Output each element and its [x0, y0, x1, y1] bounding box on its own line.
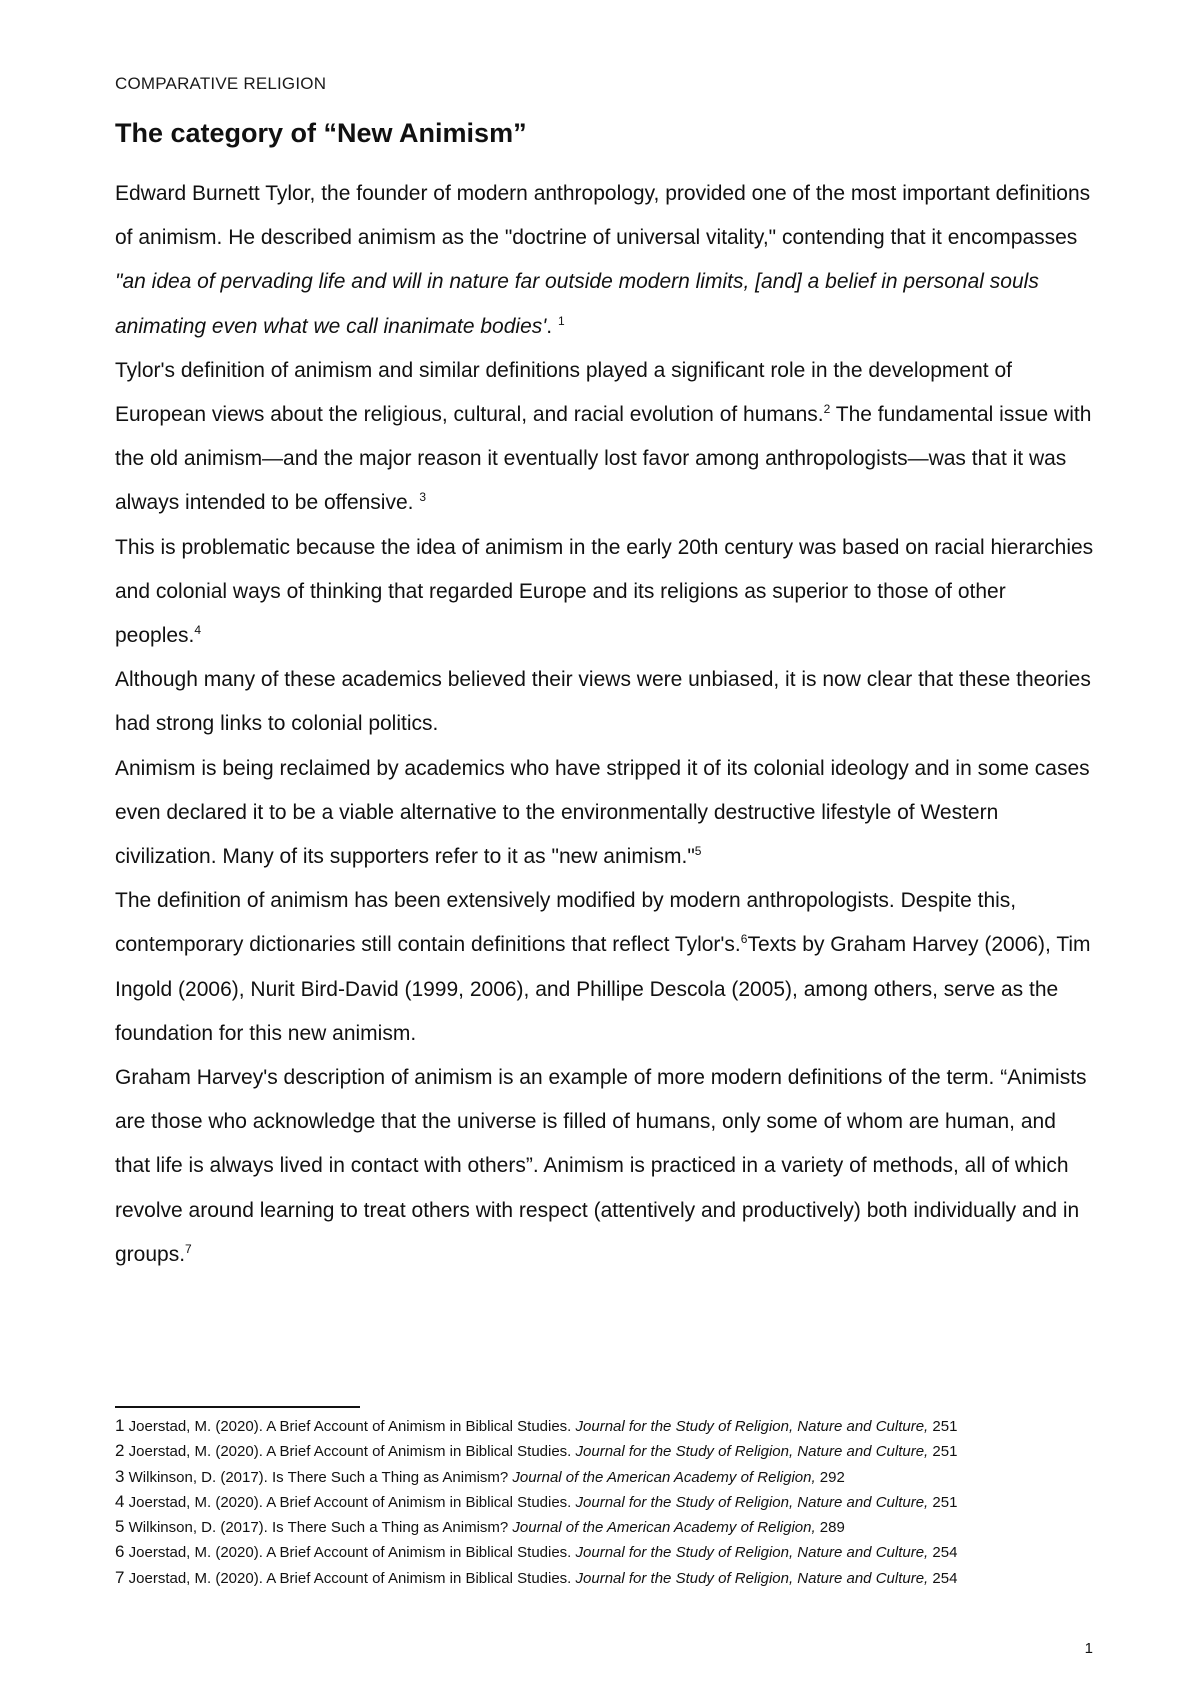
footnote-ref[interactable]: 2	[823, 402, 831, 417]
footnote-journal: Journal for the Study of Religion, Nature and Culture,	[575, 1443, 929, 1461]
footnote-journal: Journal of the American Academy of Religion,	[512, 1519, 816, 1537]
paragraph-text: The fundamental issue with the old animism—and the major reason it eventually lost favor among anthropologists—was that it was always intended to be offensive.	[115, 403, 1092, 515]
footnote-ref[interactable]: 3	[419, 490, 427, 505]
footnote-page: 251	[928, 1493, 958, 1511]
footnote-ref[interactable]: 4	[194, 623, 202, 638]
footnote-4	[115, 1490, 1115, 1515]
footnote-number: 6	[115, 1542, 125, 1562]
footnote-2	[115, 1439, 1115, 1464]
footnote-page: 289	[815, 1519, 845, 1537]
footnote-5	[115, 1515, 1115, 1540]
footnote-number: 7	[115, 1567, 125, 1587]
quoted-text: "an idea of pervading life and will in nature far outside modern limits, [and] a belief in personal souls animating even what we call inanimate bodies'	[115, 270, 1039, 338]
footnote-number: 1	[115, 1416, 125, 1435]
page-number: 1	[1084, 1640, 1093, 1657]
footnote-text: Joerstad, M. (2020). A Brief Account of Animism in Biblical Studies.	[124, 1569, 576, 1587]
body-text	[115, 172, 1095, 1277]
paragraph-text: This is problematic because the idea of animism in the early 20th century was based on racial hierarchies and colonial ways of thinking that regarded Europe and its religions as superior to those of other peoples.	[115, 535, 1094, 648]
paragraph-2	[115, 349, 1095, 526]
paragraph-text: Graham Harvey's description of animism is an example of more modern definitions of the term. “Animists are those who acknowledge that the universe is filled of humans, only some of whom are human, and that life is always lived in contact with others”. Animism is practiced in a variety of methods, all of which revolve around learning to treat others with respect (attentively and productively) both individually and in groups.	[115, 1066, 1087, 1266]
running-header: COMPARATIVE RELIGION	[115, 74, 327, 93]
paragraph-text: The definition of animism has been extensively modified by modern anthropologists. Despite this, contemporary dictionaries still contain definitions that reflect Tylor's.	[115, 889, 1017, 957]
footnote-page: 254	[928, 1569, 958, 1587]
footnote-text: Joerstad, M. (2020). A Brief Account of Animism in Biblical Studies.	[124, 1443, 576, 1461]
paragraph-7	[115, 1056, 1095, 1277]
footnote-6	[115, 1540, 1115, 1565]
footnote-text: Wilkinson, D. (2017). Is There Such a Thing as Animism?	[124, 1468, 513, 1486]
footnote-ref[interactable]: 6	[740, 932, 748, 947]
footnote-text: Joerstad, M. (2020). A Brief Account of Animism in Biblical Studies.	[124, 1418, 576, 1435]
paragraph-text: Edward Burnett Tylor, the founder of modern anthropology, provided one of the most important definitions of animism. He described animism as the "doctrine of universal vitality," contending that it encompasses	[115, 182, 1091, 250]
footnote-ref[interactable]: 5	[694, 844, 702, 859]
paragraph-text: Animism is being reclaimed by academics who have stripped it of its colonial ideology and in some cases even declared it to be a viable alternative to the environmentally destructive lifestyle of Western civilization. Many of its supporters refer to it as "new animism."	[115, 756, 1090, 869]
footnote-7	[115, 1566, 1115, 1591]
paragraph-5	[115, 747, 1095, 880]
footnote-journal: Journal for the Study of Religion, Nature and Culture,	[575, 1418, 929, 1435]
footnote-journal: Journal for the Study of Religion, Nature and Culture,	[575, 1493, 929, 1511]
paragraph-text: Texts by Graham Harvey (2006), Tim Ingold (2006), Nurit Bird-David (1999, 2006), and Phillipe Descola (2005), among others, serve as the foundation for this new animism.	[115, 933, 1091, 1045]
footnote-number: 5	[115, 1517, 125, 1537]
footnote-journal: Journal for the Study of Religion, Nature and Culture,	[575, 1569, 929, 1587]
footnote-ref[interactable]: 1	[557, 313, 565, 328]
paragraph-text: Although many of these academics believed their views were unbiased, it is now clear that these theories had strong links to colonial politics.	[115, 668, 1091, 736]
footnote-journal: Journal of the American Academy of Religion,	[512, 1468, 816, 1486]
paragraph-4	[115, 658, 1095, 746]
footnote-page: 251	[928, 1418, 958, 1435]
footnote-page: 254	[928, 1544, 958, 1562]
footnote-3	[115, 1465, 1115, 1490]
footnote-ref[interactable]: 7	[185, 1241, 192, 1256]
footnotes	[115, 1414, 1115, 1591]
footnote-page: 292	[815, 1468, 845, 1486]
footnote-1	[115, 1414, 1115, 1439]
footnote-separator	[115, 1406, 360, 1408]
footnote-text: Wilkinson, D. (2017). Is There Such a Thing as Animism?	[124, 1519, 513, 1537]
paragraph-3	[115, 526, 1095, 659]
paragraph-6	[115, 879, 1095, 1056]
footnote-text: Joerstad, M. (2020). A Brief Account of Animism in Biblical Studies.	[124, 1493, 576, 1511]
paragraph-text: Tylor's definition of animism and similar definitions played a significant role in the development of European views about the religious, cultural, and racial evolution of humans.	[115, 358, 1012, 427]
footnote-journal: Journal for the Study of Religion, Nature and Culture,	[575, 1544, 929, 1562]
paragraph-1	[115, 172, 1095, 349]
footnote-number: 4	[115, 1491, 125, 1511]
footnote-text: Joerstad, M. (2020). A Brief Account of Animism in Biblical Studies.	[124, 1544, 576, 1562]
footnote-number: 3	[115, 1466, 125, 1486]
footnote-number: 2	[115, 1441, 125, 1461]
footnote-page: 251	[928, 1443, 958, 1461]
page-title: The category of “New Animism”	[115, 118, 527, 148]
paragraph-text: .	[546, 314, 558, 338]
